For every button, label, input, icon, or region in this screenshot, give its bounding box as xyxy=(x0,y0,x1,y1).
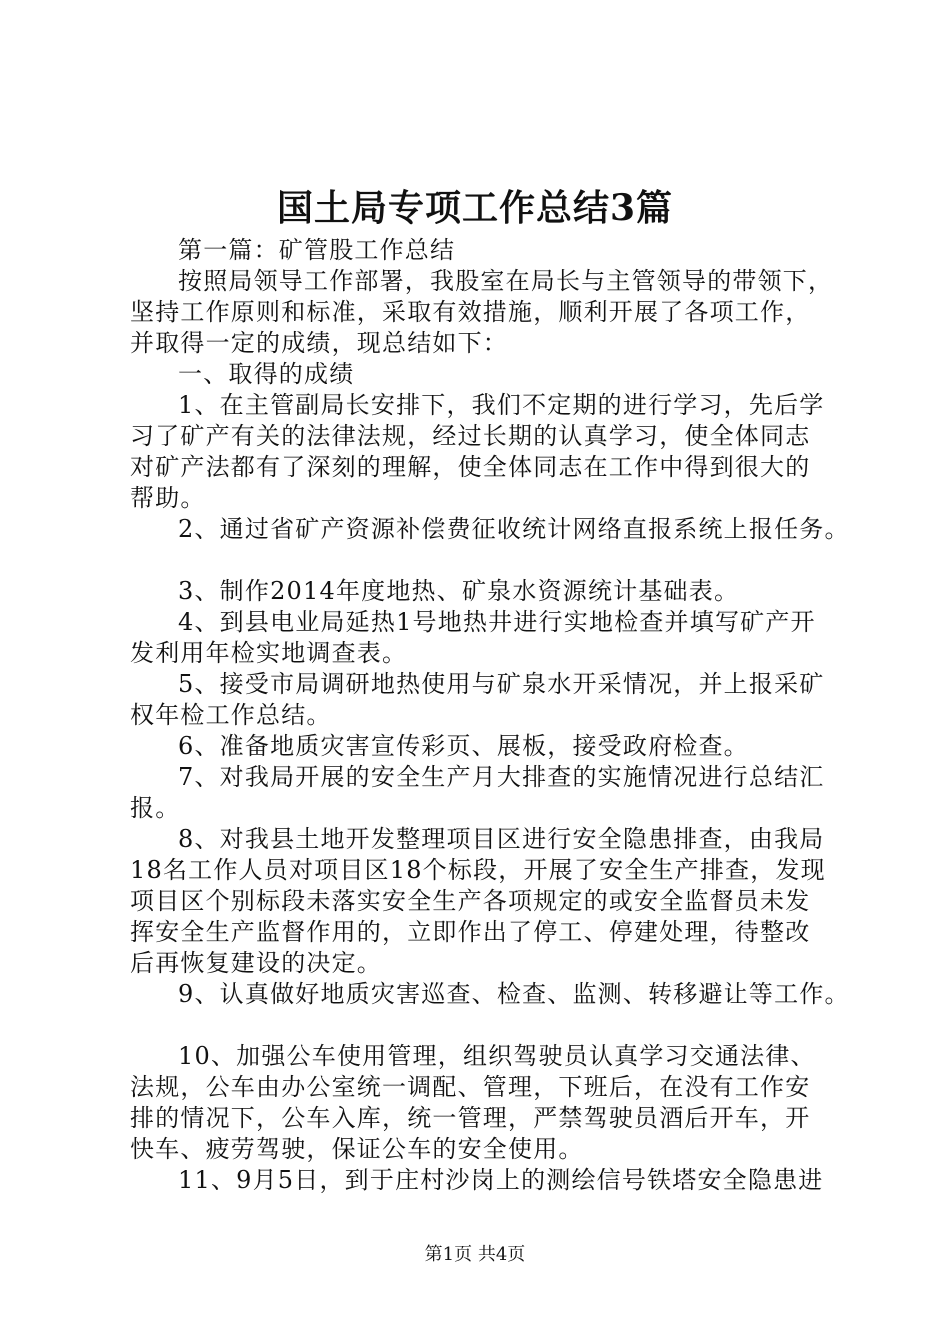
paragraph-line: 挥安全生产监督作用的，立即作出了停工、停建处理，待整改 xyxy=(130,918,811,946)
paragraph-line: 2、通过省矿产资源补偿费征收统计网络直报系统上报任务。 xyxy=(178,515,850,543)
paragraph-line: 9、认真做好地质灾害巡查、检查、监测、转移避让等工作。 xyxy=(178,980,850,1008)
paragraph-line: 报。 xyxy=(130,794,181,822)
paragraph-line: 后再恢复建设的决定。 xyxy=(130,949,382,977)
paragraph-line: 帮助。 xyxy=(130,484,206,512)
blank-line xyxy=(130,1010,840,1041)
paragraph-line: 7、对我局开展的安全生产月大排查的实施情况进行总结汇 xyxy=(178,763,825,791)
paragraph-line: 18名工作人员对项目区18个标段，开展了安全生产排查，发现 xyxy=(130,856,826,884)
paragraph-line: 10、加强公车使用管理，组织驾驶员认真学习交通法律、 xyxy=(178,1042,816,1070)
paragraph-line: 快车、疲劳驾驶，保证公车的安全使用。 xyxy=(130,1135,584,1163)
page-indicator: 第1页 共4页 xyxy=(424,1244,526,1265)
section-heading: 第一篇：矿管股工作总结 xyxy=(178,236,456,264)
paragraph-line: 法规，公车由办公室统一调配、管理，下班后，在没有工作安 xyxy=(130,1073,811,1101)
paragraph-line: 权年检工作总结。 xyxy=(130,701,332,729)
paragraph-line: 1、在主管副局长安排下，我们不定期的进行学习，先后学 xyxy=(178,391,825,419)
paragraph-line: 5、接受市局调研地热使用与矿泉水开采情况，并上报采矿 xyxy=(178,670,825,698)
paragraph-line: 4、到县电业局延热1号地热井进行实地检查并填写矿产开 xyxy=(178,608,816,636)
document-body xyxy=(130,235,850,1196)
paragraph-line: 排的情况下，公车入库，统一管理，严禁驾驶员酒后开车，开 xyxy=(130,1104,811,1132)
document-title: 国土局专项工作总结3篇 xyxy=(276,187,674,229)
paragraph-line: 8、对我县土地开发整理项目区进行安全隐患排查，由我局 xyxy=(178,825,825,853)
paragraph-line: 对矿产法都有了深刻的理解，使全体同志在工作中得到很大的 xyxy=(130,453,811,481)
blank-line xyxy=(130,545,840,576)
paragraph-line: 按照局领导工作部署，我股室在局长与主管领导的带领下， xyxy=(178,267,834,295)
subsection-heading: 一、取得的成绩 xyxy=(178,360,355,388)
paragraph-line: 习了矿产有关的法律法规，经过长期的认真学习，使全体同志 xyxy=(130,422,811,450)
paragraph-line: 3、制作2014年度地热、矿泉水资源统计基础表。 xyxy=(178,577,740,605)
paragraph-line: 并取得一定的成绩，现总结如下： xyxy=(130,329,508,357)
paragraph-line: 发利用年检实地调查表。 xyxy=(130,639,408,667)
paragraph-line: 项目区个别标段未落实安全生产各项规定的或安全监督员未发 xyxy=(130,887,811,915)
paragraph-line: 坚持工作原则和标准，采取有效措施，顺利开展了各项工作， xyxy=(130,298,811,326)
paragraph-line: 6、准备地质灾害宣传彩页、展板，接受政府检查。 xyxy=(178,732,749,760)
paragraph-line: 11、9月5日，到于庄村沙岗上的测绘信号铁塔安全隐患进 xyxy=(178,1166,824,1194)
